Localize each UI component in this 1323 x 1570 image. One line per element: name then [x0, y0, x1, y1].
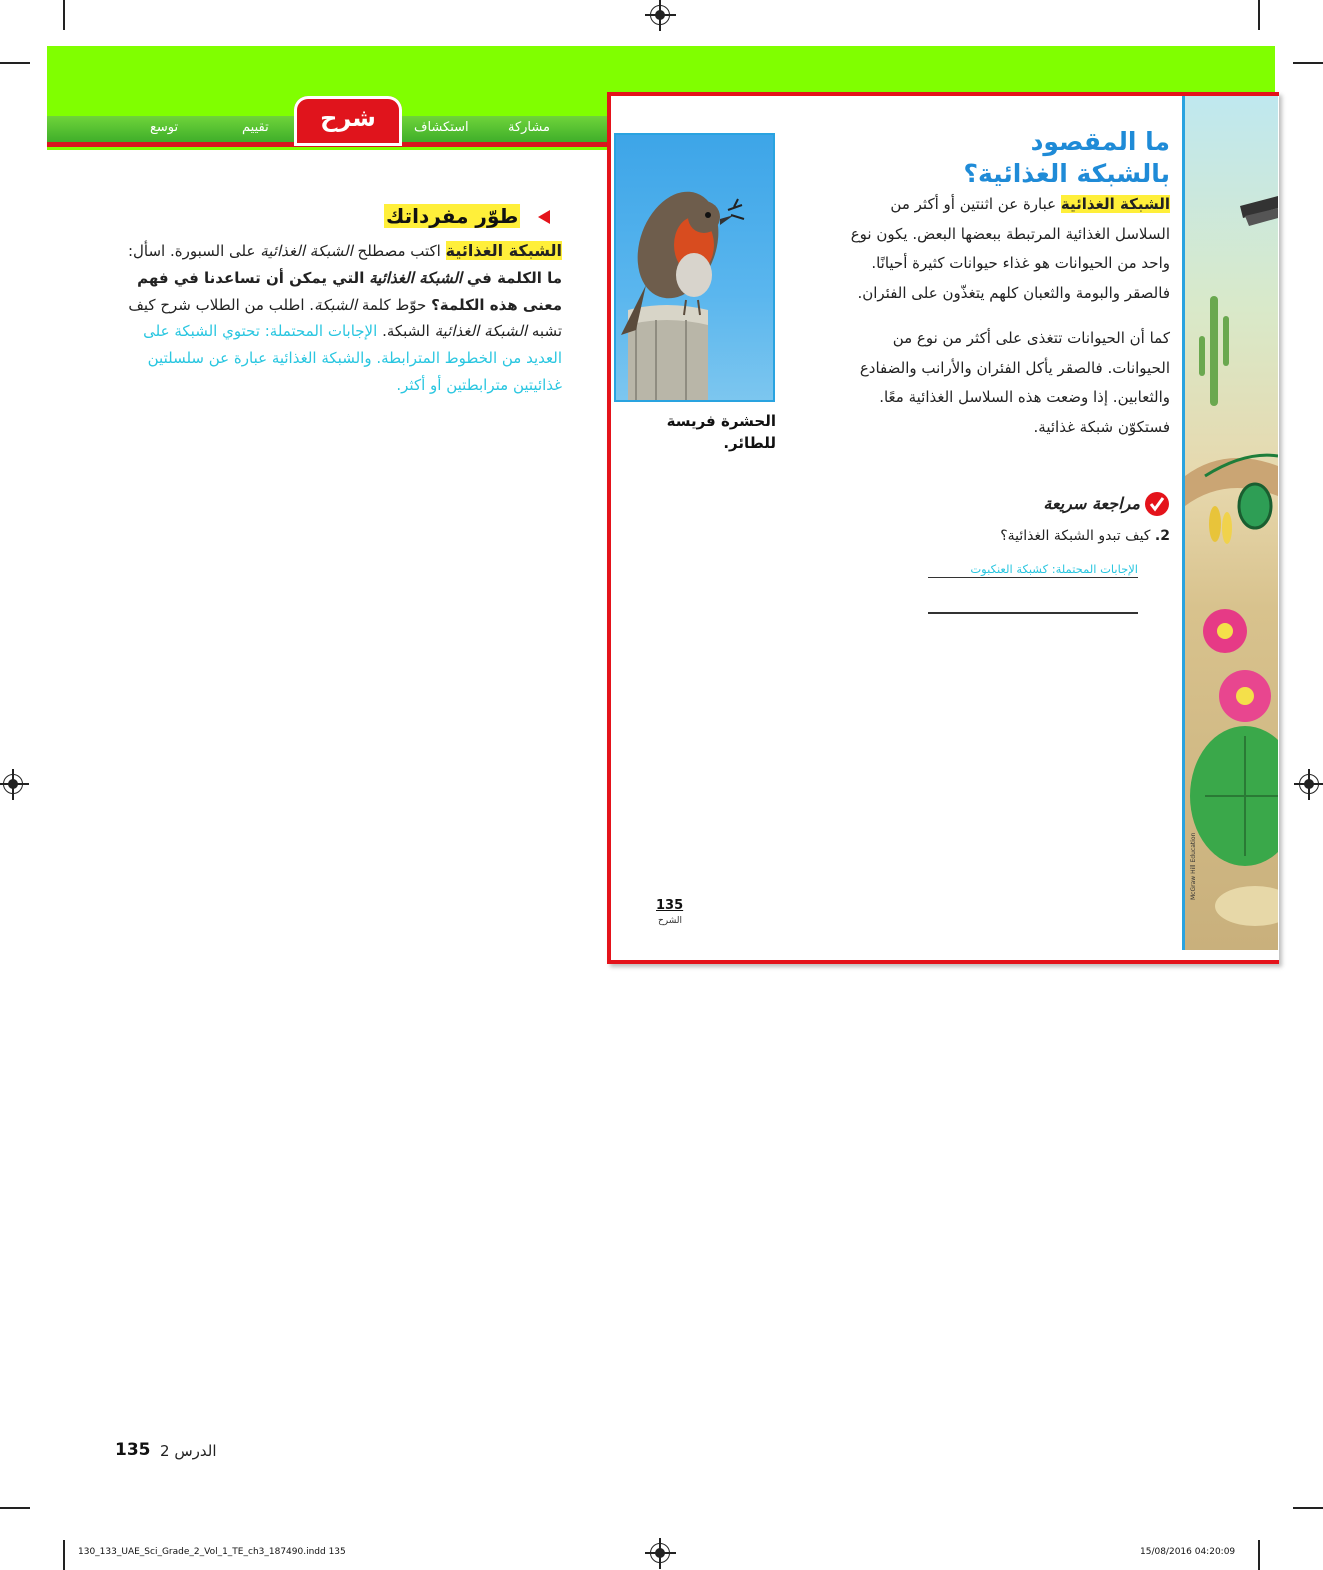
- blank-answer-line: [928, 612, 1138, 614]
- vocab-term-highlight: الشبكة الغذائية: [1060, 195, 1170, 213]
- triangle-pointer-icon: [538, 210, 550, 224]
- vocab-term: الشبكة الغذائية: [445, 241, 562, 260]
- student-page-label: الشرح: [658, 916, 683, 926]
- registration-mark-icon: [3, 774, 23, 794]
- tab-engage[interactable]: مشاركة: [508, 120, 550, 135]
- vocab-answer: الإجابات المحتملة: تحتوي الشبكة على العديد من الخطوط المترابطة. والشبكة الغذائية عبارة عن سلسلتين غذائيتين مترابطتين أو أكثر.: [143, 322, 562, 394]
- paragraph-text: عبارة عن اثنتين أو أكثر من السلاسل الغذائية المرتبطة ببعضها البعض. يكون نوع واحد من الحيوانات هو غذاء حيوانات كثيرة أحيانًا. فالصقر والبومة والثعبان كلهم يتغذّون على الفئران.: [850, 195, 1170, 302]
- tab-elaborate[interactable]: توسع: [150, 120, 179, 135]
- robin-photo: [614, 133, 775, 402]
- tab-explain-label: شرح: [320, 104, 376, 132]
- registration-mark-icon: [650, 5, 670, 25]
- date-slug: 15/08/2016 04:20:09: [1140, 1547, 1236, 1557]
- body-paragraph-1: [838, 190, 1170, 308]
- question-text: كيف تبدو الشبكة الغذائية؟: [1000, 528, 1151, 544]
- crop-mark: [1258, 1540, 1260, 1570]
- photo-caption: الحشرة فريسة للطائر.: [666, 412, 776, 452]
- photo-credit: McGraw Hill Education: [1190, 832, 1197, 900]
- tab-explore[interactable]: استكشاف: [414, 120, 469, 135]
- lesson-label: الدرس 2: [160, 1442, 217, 1460]
- tab-evaluate[interactable]: تقييم: [242, 120, 269, 135]
- crop-mark: [1293, 1507, 1323, 1509]
- quick-check-title: مراجعة سريعة: [1043, 494, 1140, 513]
- answer-line: الإجابات المحتملة: كشبكة العنكبوت: [928, 562, 1138, 578]
- student-page-number: 135: [656, 898, 684, 913]
- question-number: 2.: [1154, 528, 1170, 544]
- section-heading: ما المقصود بالشبكة الغذائية؟: [963, 127, 1170, 188]
- vocab-body: الشبكة الغذائية اكتب مصطلح الشبكة الغذائية على السبورة. اسأل: ما الكلمة في الشبكة الغذائية التي يمكن أن تساعدنا في فهم معنى هذه الكلمة؟ حوّط كلمة الشبكة. اطلب من الطلاب شرح كيف تشبه الشبكة الغذائية الشبكة. الإجابات المحتملة: تحتوي الشبكة على العديد من الخطوط المترابطة. والشبكة الغذائية عبارة عن سلسلتين غذائيتين مترابطتين أو أكثر.: [127, 241, 562, 394]
- check-icon: [1145, 492, 1169, 516]
- crop-mark: [1258, 0, 1260, 30]
- review-question: [900, 528, 1170, 544]
- registration-mark-icon: [650, 1543, 670, 1563]
- vocab-title: طوّر مفرداتك: [386, 204, 519, 228]
- body-paragraph-2: كما أن الحيوانات تتغذى على أكثر من نوع من الحيوانات. فالصقر يأكل الفئران والأرانب والضفادع والثعابين. إذا وضعت هذه السلاسل الغذائية معًا. فستكوّن شبكة غذائية.: [859, 329, 1170, 436]
- crop-mark: [0, 62, 30, 64]
- crop-mark: [1293, 62, 1323, 64]
- crop-mark: [63, 0, 65, 30]
- crop-mark: [63, 1540, 65, 1570]
- page-number: 135: [115, 1440, 151, 1460]
- crop-mark: [0, 1507, 30, 1509]
- registration-mark-icon: [1299, 774, 1319, 794]
- file-slug: 130_133_UAE_Sci_Grade_2_Vol_1_TE_ch3_187490.indd 135: [78, 1547, 346, 1557]
